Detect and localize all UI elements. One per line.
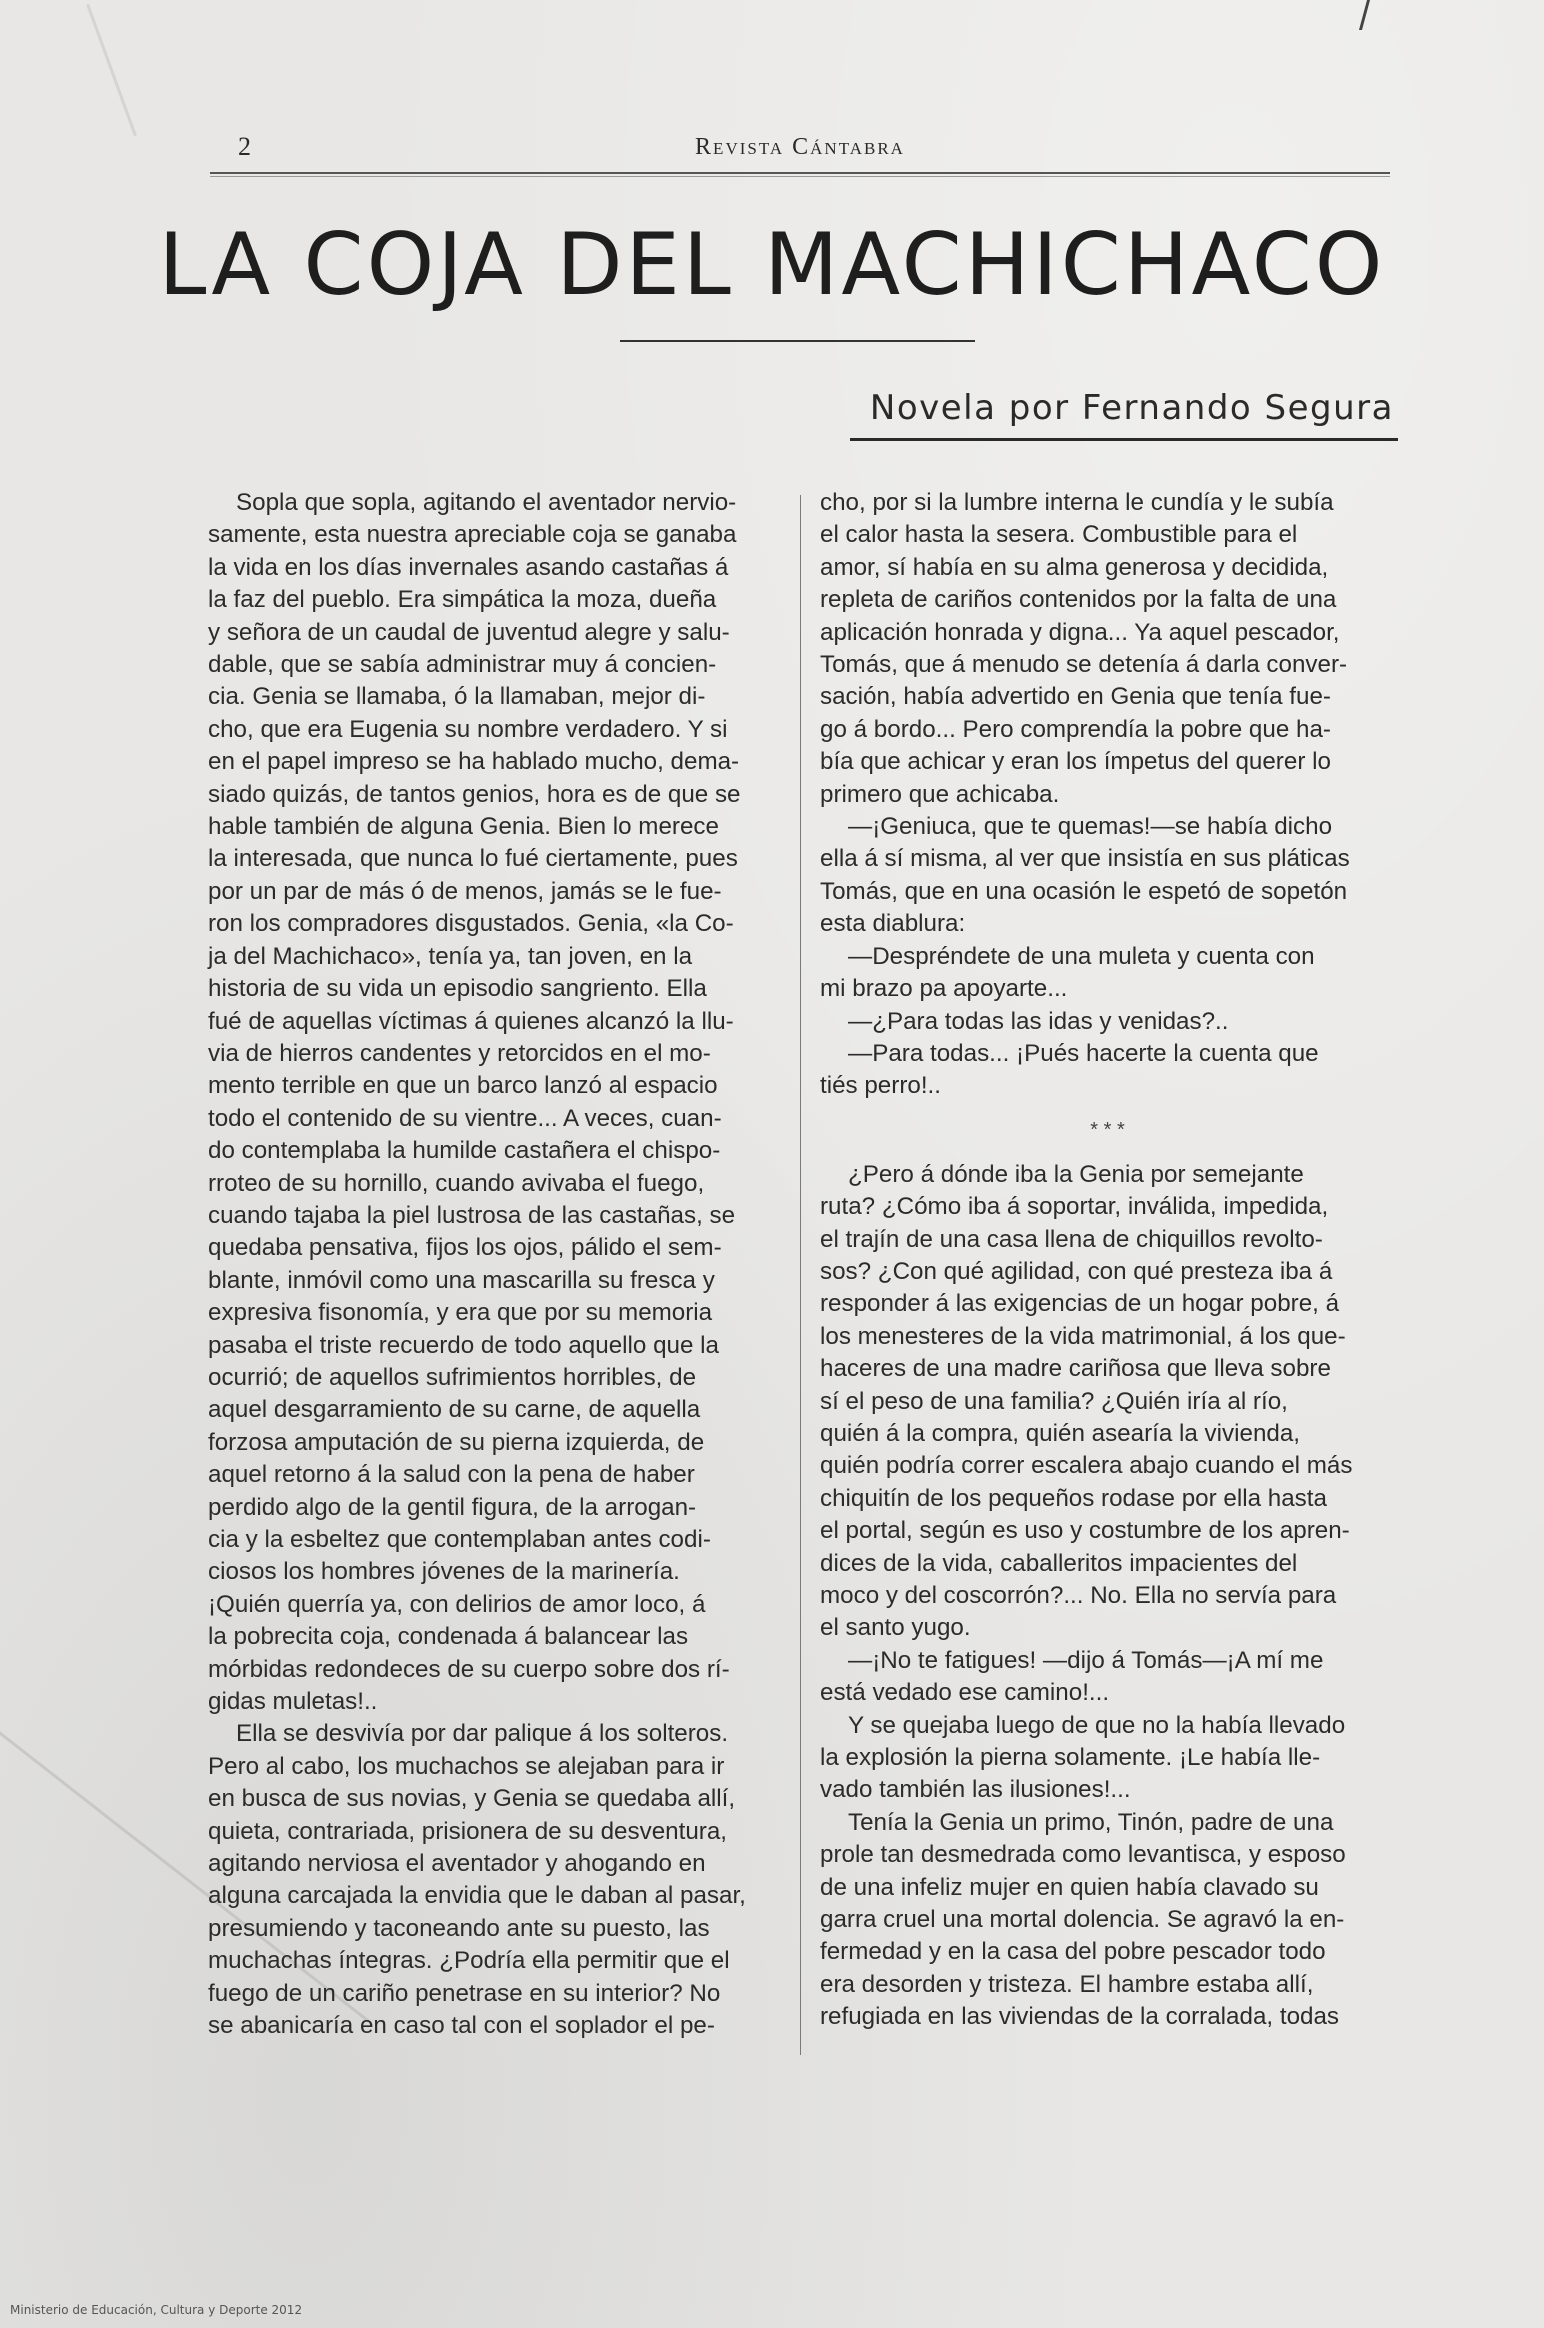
right-column xyxy=(820,487,1395,2047)
paragraph: Sopla que sopla, agitando el aventador nervio- samente, esta nuestra apreciable coja se ganaba la vida en los días invernales asando castañas á la faz del pueblo. Era simpática la moza, dueña y señora de un caudal de juventud alegre y salu- dable, que se sabía administrar muy á concien- cia. Genia se llamaba, ó la llamaban, mejor di- cho, que era Eugenia su nombre verdadero. Y si en el papel impreso se ha hablado mucho, dema- siado quizás, de tantos genios, hora es de que se hable también de alguna Genia. Bien lo merece la interesada, que nunca lo fué ciertamente, pues por un par de más ó de menos, jamás se le fue- ron los compradores disgustados. Genia, «la Co- ja del Machichaco», tenía ya, tan joven, en la historia de su vida un episodio sangriento. Ella fué de aquellas víctimas á quienes alcanzó la llu- via de hierros candentes y retorcidos en el mo- mento terrible en que un barco lanzó al espacio todo el contenido de su vientre... A veces, cuan- do contemplaba la humilde castañera el chispo- rroteo de su hornillo, cuando avivaba el fuego, cuando tajaba la piel lustrosa de las castañas, se quedaba pensativa, fijos los ojos, pálido el sem- blante, inmóvil como una mascarilla su fresca y expresiva fisonomía, y era que por su memoria pasaba el triste recuerdo de todo aquello que la ocurrió; de aquellos sufrimientos horribles, de aquel desgarramiento de su carne, de aquella forzosa amputación de su pierna izquierda, de aquel retorno á la salud con la pena de haber perdido algo de la gentil figura, de la arrogan- cia y la esbeltez que contemplaban antes codi- ciosos los hombres jóvenes de la marinería. ¡Quién querría ya, con delirios de amor loco, á la pobrecita coja, condenada á balancear las mórbidas redondeces de su cuerpo sobre dos rí- gidas muletas!.. xyxy=(208,489,741,1716)
paragraph: —Despréndete de una muleta y cuenta con mi brazo pa apoyarte... xyxy=(820,942,1315,1003)
section-asterism: * * * xyxy=(1090,1118,1125,1141)
paragraph: Ella se desvivía por dar palique á los solteros. Pero al cabo, los muchachos se alejaban para ir en busca de sus novias, y Genia se quedaba allí, quieta, contrariada, prisionera de su desventura, agitando nerviosa el aventador y ahogando en alguna carcajada la envidia que le daban al pasar, presumiendo y taconeando ante su puesto, las muchachas íntegras. ¿Podría ella permitir que el fuego de un cariño penetrase en su interior? No se abanicaría en caso tal con el soplador el pe- xyxy=(208,1720,746,2040)
journal-name: Revista Cántabra xyxy=(695,134,905,160)
footer-credit: Ministerio de Educación, Cultura y Deporte 2012 xyxy=(10,2303,303,2317)
article-title: LA COJA DEL MACHICHACO xyxy=(158,215,1386,315)
article-byline: Novela por Fernando Segura xyxy=(869,388,1394,428)
page-number: 2 xyxy=(238,132,251,161)
paragraph: ¿Pero á dónde iba la Genia por semejante ruta? ¿Cómo iba á soportar, inválida, impedida, el trajín de una casa llena de chiquillos revolto- sos? ¿Con qué agilidad, con qué presteza iba á responder á las exigencias de un hogar pobre, á los menesteres de la vida matrimonial, á los que- haceres de una madre cariñosa que lleva sobre sí el peso de una familia? ¿Quién iría al río, quién á la compra, quién asearía la vivienda, quién podría correr escalera abajo cuando el más chiquitín de los pequeños rodase por ella hasta el portal, según es uso y costumbre de los apren- dices de la vida, caballeritos impacientes del moco y del coscorrón?... No. Ella no servía para el santo yugo. xyxy=(820,1160,1353,1642)
byline-rule xyxy=(850,438,1398,441)
header-rule xyxy=(210,172,1390,177)
running-head xyxy=(210,132,1390,172)
column-divider xyxy=(800,495,801,2055)
paragraph: —¡No te fatigues! —dijo á Tomás—¡A mí me está vedado ese camino!... xyxy=(820,1646,1324,1707)
left-column xyxy=(208,487,783,2047)
paragraph: Tenía la Genia un primo, Tinón, padre de una prole tan desmedrada como levantisca, y esposo de una infeliz mujer en quien había clavado su garra cruel una mortal dolencia. Se agravó la en- fermedad y en la casa del pobre pescador todo era desorden y tristeza. El hambre estaba allí, refugiada en las viviendas de la corralada, todas xyxy=(820,1808,1346,2031)
title-rule xyxy=(620,340,975,342)
paragraph: cho, por si la lumbre interna le cundía y le subía el calor hasta la sesera. Combustible para el amor, sí había en su alma generosa y decidida, repleta de cariños contenidos por la falta de una aplicación honrada y digna... Ya aquel pescador, Tomás, que á menudo se detenía á darla conver- sación, había advertido en Genia que tenía fue- go á bordo... Pero comprendía la pobre que ha- bía que achicar y eran los ímpetus del querer lo primero que achicaba. xyxy=(820,489,1348,808)
paragraph: —Para todas... ¡Pués hacerte la cuenta que tiés perro!.. xyxy=(820,1039,1319,1100)
paragraph: —¿Para todas las idas y venidas?.. xyxy=(848,1007,1229,1035)
paragraph: —¡Geniuca, que te quemas!—se había dicho ella á sí misma, al ver que insistía en sus pláticas Tomás, que en una ocasión le espetó de sopetón esta diablura: xyxy=(820,813,1350,938)
paragraph: Y se quejaba luego de que no la había llevado la explosión la pierna solamente. ¡Le había lle- vado también las ilusiones!... xyxy=(820,1711,1346,1804)
